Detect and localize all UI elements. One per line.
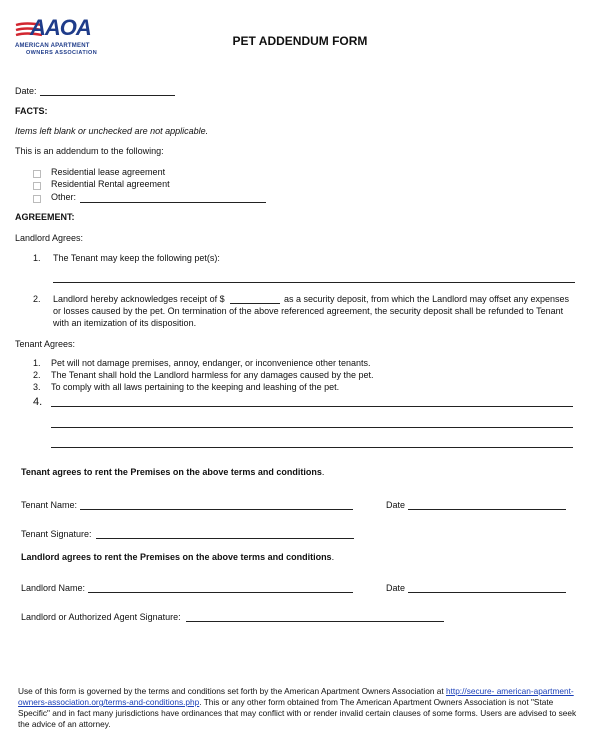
landlord-item-2-num: 2. (33, 294, 41, 304)
tenant-item-2-num: 2. (33, 370, 41, 380)
option-lease: Residential lease agreement (51, 167, 166, 177)
pets-field[interactable] (53, 282, 575, 283)
footer-text-2: . This or any other form obtained from The American Apartment Owners Association is not "State Specific" and in fact many jurisdictions have ordinances that may conflict with or render invalid certain clauses of some forms. Users are advised to seek the advice of an attorney. (18, 697, 577, 729)
checkbox-other[interactable] (33, 195, 41, 203)
logo-brand: AAOA (30, 15, 91, 40)
tenant-date-label: Date (386, 500, 406, 510)
landlord-item-2-text-d: with an itemization of its disposition. (53, 318, 197, 328)
tenant-item-3-num: 3. (33, 382, 41, 392)
option-other: Other: (51, 192, 77, 202)
tenant-statement-period: . (321, 467, 325, 477)
facts-intro: This is an addendum to the following: (15, 146, 164, 156)
agreement-heading: AGREEMENT: (15, 212, 75, 222)
tenant-item-4-line-1[interactable] (51, 406, 573, 407)
tenant-item-1-num: 1. (33, 358, 41, 368)
date-label: Date: (15, 86, 37, 96)
tenant-signature-field[interactable] (96, 538, 354, 539)
footer-text-1: Use of this form is governed by the terms and conditions set forth by the American Apartment Owners Association at (18, 686, 446, 696)
logo-line1: AMERICAN APARTMENT (15, 43, 90, 49)
landlord-item-2-text-b: as a security deposit, from which the Landlord may offset any expenses (284, 294, 569, 304)
landlord-statement-period: . (331, 552, 335, 562)
tenant-name-field[interactable] (80, 509, 353, 510)
tenant-agrees-label: Tenant Agrees: (15, 339, 76, 349)
tenant-statement-text: Tenant agrees to rent the Premises on the above terms and conditions (21, 467, 322, 477)
tenant-statement (21, 467, 324, 478)
landlord-signature-field[interactable] (186, 621, 444, 622)
landlord-item-1-text: The Tenant may keep the following pet(s): (53, 253, 220, 263)
tenant-signature-label: Tenant Signature: (21, 529, 92, 539)
landlord-item-1-num: 1. (33, 253, 41, 263)
tenant-item-4-line-2[interactable] (51, 427, 573, 428)
tenant-item-1-text: Pet will not damage premises, annoy, endanger, or inconvenience other tenants. (51, 358, 371, 368)
tenant-item-4-line-3[interactable] (51, 447, 573, 448)
date-field[interactable] (40, 95, 175, 96)
landlord-signature-label: Landlord or Authorized Agent Signature: (21, 612, 181, 622)
landlord-statement (21, 552, 334, 563)
landlord-date-field[interactable] (408, 592, 566, 593)
page-title: PET ADDENDUM FORM (232, 34, 368, 48)
tenant-item-2-text: The Tenant shall hold the Landlord harmless for any damages caused by the pet. (51, 370, 374, 380)
terms-link[interactable]: http://secure- american-apartment-owners-association.org/terms-and-conditions.php (18, 686, 574, 707)
option-rental: Residential Rental agreement (51, 179, 170, 189)
facts-note: Items left blank or unchecked are not applicable. (15, 126, 209, 136)
landlord-name-label: Landlord Name: (21, 583, 86, 593)
tenant-date-field[interactable] (408, 509, 566, 510)
landlord-name-field[interactable] (88, 592, 353, 593)
landlord-item-2-text-c: or losses caused by the pet. On termination of the above referenced agreement, the security deposit shall be refunded to Tenant (53, 306, 564, 316)
tenant-name-label: Tenant Name: (21, 500, 78, 510)
logo-line2: OWNERS ASSOCIATION (26, 50, 98, 56)
footer-disclaimer (18, 686, 578, 730)
checkbox-lease[interactable] (33, 170, 41, 178)
facts-heading: FACTS: (15, 106, 48, 116)
checkbox-rental[interactable] (33, 182, 41, 190)
landlord-agrees-label: Landlord Agrees: (15, 233, 84, 243)
other-field[interactable] (80, 202, 266, 203)
landlord-statement-text: Landlord agrees to rent the Premises on the above terms and conditions (21, 552, 332, 562)
deposit-amount-field[interactable] (230, 303, 280, 304)
tenant-item-4-num: 4. (33, 396, 43, 408)
tenant-item-3-text: To comply with all laws pertaining to the keeping and leashing of the pet. (51, 382, 340, 392)
landlord-date-label: Date (386, 583, 406, 593)
landlord-item-2-text-a: Landlord hereby acknowledges receipt of $ (53, 294, 225, 304)
